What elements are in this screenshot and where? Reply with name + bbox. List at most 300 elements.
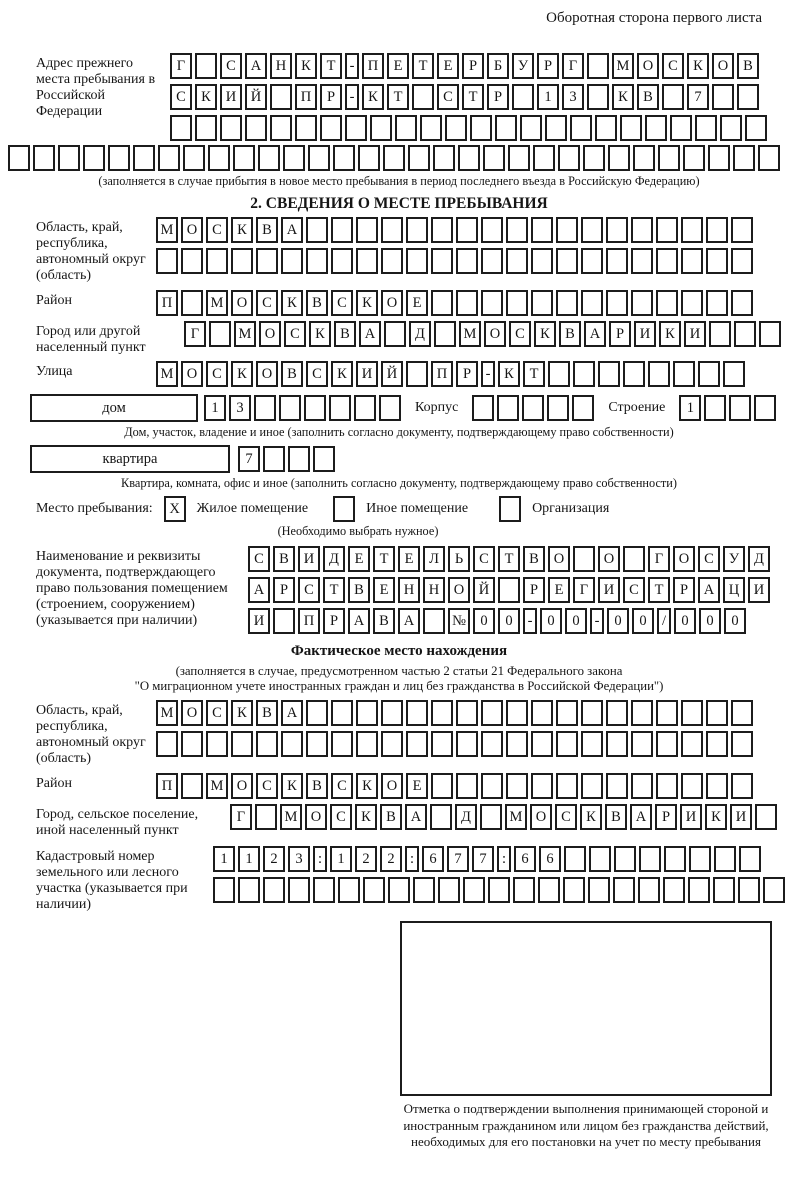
char-cell[interactable]: [522, 395, 544, 421]
char-cell[interactable]: [731, 248, 753, 274]
char-cell[interactable]: [395, 115, 417, 141]
char-cell[interactable]: С: [623, 577, 645, 603]
char-cell[interactable]: [133, 145, 155, 171]
char-cell[interactable]: [258, 145, 280, 171]
char-cell[interactable]: [733, 145, 755, 171]
char-cell[interactable]: [381, 248, 403, 274]
char-cell[interactable]: [431, 217, 453, 243]
char-cell[interactable]: [195, 115, 217, 141]
char-cell[interactable]: [430, 804, 452, 830]
char-cell[interactable]: О: [484, 321, 506, 347]
char-cell[interactable]: [195, 53, 217, 79]
char-cell[interactable]: П: [298, 608, 320, 634]
char-cell[interactable]: [431, 731, 453, 757]
char-cell[interactable]: [306, 700, 328, 726]
char-cell[interactable]: 2: [263, 846, 285, 872]
char-cell[interactable]: 0: [473, 608, 495, 634]
char-cell[interactable]: К: [331, 361, 353, 387]
char-cell[interactable]: Т: [320, 53, 342, 79]
char-cell[interactable]: [556, 290, 578, 316]
char-cell[interactable]: 0: [565, 608, 587, 634]
char-cell[interactable]: -: [590, 608, 604, 634]
char-cell[interactable]: [108, 145, 130, 171]
char-cell[interactable]: И: [356, 361, 378, 387]
char-cell[interactable]: 0: [632, 608, 654, 634]
char-cell[interactable]: Т: [323, 577, 345, 603]
char-cell[interactable]: С: [206, 361, 228, 387]
char-cell[interactable]: [595, 115, 617, 141]
char-cell[interactable]: А: [698, 577, 720, 603]
char-cell[interactable]: [306, 731, 328, 757]
char-cell[interactable]: [548, 361, 570, 387]
char-cell[interactable]: Р: [323, 608, 345, 634]
char-cell[interactable]: А: [281, 217, 303, 243]
char-cell[interactable]: О: [181, 361, 203, 387]
char-cell[interactable]: Р: [273, 577, 295, 603]
char-cell[interactable]: Д: [409, 321, 431, 347]
char-cell[interactable]: П: [431, 361, 453, 387]
char-cell[interactable]: М: [206, 290, 228, 316]
char-cell[interactable]: 0: [540, 608, 562, 634]
char-cell[interactable]: [463, 877, 485, 903]
char-cell[interactable]: 6: [422, 846, 444, 872]
char-cell[interactable]: [354, 395, 376, 421]
char-cell[interactable]: А: [398, 608, 420, 634]
char-cell[interactable]: И: [748, 577, 770, 603]
char-cell[interactable]: В: [380, 804, 402, 830]
char-cell[interactable]: [456, 731, 478, 757]
char-cell[interactable]: К: [362, 84, 384, 110]
char-cell[interactable]: [220, 115, 242, 141]
char-cell[interactable]: [706, 248, 728, 274]
char-cell[interactable]: [488, 877, 510, 903]
char-cell[interactable]: [83, 145, 105, 171]
char-cell[interactable]: [623, 361, 645, 387]
char-cell[interactable]: Р: [655, 804, 677, 830]
char-cell[interactable]: [238, 877, 260, 903]
char-cell[interactable]: [329, 395, 351, 421]
char-cell[interactable]: [270, 115, 292, 141]
char-cell[interactable]: -: [481, 361, 495, 387]
char-cell[interactable]: Т: [373, 546, 395, 572]
char-cell[interactable]: [581, 731, 603, 757]
char-cell[interactable]: [581, 217, 603, 243]
char-cell[interactable]: [759, 321, 781, 347]
char-cell[interactable]: [531, 290, 553, 316]
char-cell[interactable]: [406, 731, 428, 757]
char-cell[interactable]: :: [405, 846, 419, 872]
char-cell[interactable]: [356, 248, 378, 274]
char-cell[interactable]: [556, 731, 578, 757]
char-cell[interactable]: 1: [238, 846, 260, 872]
char-cell[interactable]: [506, 290, 528, 316]
char-cell[interactable]: [570, 115, 592, 141]
stay-option-other-checkbox[interactable]: [333, 496, 355, 522]
char-cell[interactable]: С: [473, 546, 495, 572]
char-cell[interactable]: К: [309, 321, 331, 347]
char-cell[interactable]: К: [687, 53, 709, 79]
char-cell[interactable]: [170, 115, 192, 141]
char-cell[interactable]: [754, 395, 776, 421]
char-cell[interactable]: 0: [674, 608, 696, 634]
char-cell[interactable]: [255, 804, 277, 830]
char-cell[interactable]: 3: [562, 84, 584, 110]
char-cell[interactable]: [281, 248, 303, 274]
char-cell[interactable]: Е: [373, 577, 395, 603]
char-cell[interactable]: [631, 773, 653, 799]
char-cell[interactable]: И: [598, 577, 620, 603]
char-cell[interactable]: Р: [456, 361, 478, 387]
char-cell[interactable]: [158, 145, 180, 171]
char-cell[interactable]: О: [448, 577, 470, 603]
char-cell[interactable]: [506, 773, 528, 799]
char-cell[interactable]: [431, 248, 453, 274]
char-cell[interactable]: [456, 217, 478, 243]
char-cell[interactable]: А: [630, 804, 652, 830]
char-cell[interactable]: О: [530, 804, 552, 830]
char-cell[interactable]: [531, 248, 553, 274]
char-cell[interactable]: [663, 877, 685, 903]
char-cell[interactable]: [564, 846, 586, 872]
char-cell[interactable]: /: [657, 608, 671, 634]
char-cell[interactable]: [206, 248, 228, 274]
char-cell[interactable]: [358, 145, 380, 171]
char-cell[interactable]: О: [231, 773, 253, 799]
char-cell[interactable]: [406, 248, 428, 274]
char-cell[interactable]: [345, 115, 367, 141]
char-cell[interactable]: К: [534, 321, 556, 347]
char-cell[interactable]: [556, 700, 578, 726]
char-cell[interactable]: В: [348, 577, 370, 603]
char-cell[interactable]: [483, 145, 505, 171]
char-cell[interactable]: [673, 361, 695, 387]
char-cell[interactable]: [706, 217, 728, 243]
char-cell[interactable]: [58, 145, 80, 171]
char-cell[interactable]: О: [381, 290, 403, 316]
char-cell[interactable]: Й: [473, 577, 495, 603]
char-cell[interactable]: [723, 361, 745, 387]
char-cell[interactable]: [434, 321, 456, 347]
char-cell[interactable]: 7: [447, 846, 469, 872]
char-cell[interactable]: [639, 846, 661, 872]
char-cell[interactable]: 6: [539, 846, 561, 872]
char-cell[interactable]: [658, 145, 680, 171]
char-cell[interactable]: Г: [573, 577, 595, 603]
char-cell[interactable]: С: [331, 773, 353, 799]
char-cell[interactable]: [581, 290, 603, 316]
char-cell[interactable]: А: [348, 608, 370, 634]
char-cell[interactable]: Б: [487, 53, 509, 79]
char-cell[interactable]: [714, 846, 736, 872]
char-cell[interactable]: [245, 115, 267, 141]
char-cell[interactable]: Г: [184, 321, 206, 347]
char-cell[interactable]: Г: [230, 804, 252, 830]
char-cell[interactable]: [681, 290, 703, 316]
char-cell[interactable]: Р: [523, 577, 545, 603]
char-cell[interactable]: С: [284, 321, 306, 347]
char-cell[interactable]: В: [373, 608, 395, 634]
char-cell[interactable]: [712, 84, 734, 110]
char-cell[interactable]: Т: [387, 84, 409, 110]
char-cell[interactable]: К: [580, 804, 602, 830]
char-cell[interactable]: [606, 773, 628, 799]
char-cell[interactable]: [456, 773, 478, 799]
char-cell[interactable]: С: [330, 804, 352, 830]
char-cell[interactable]: [273, 608, 295, 634]
char-cell[interactable]: [656, 700, 678, 726]
char-cell[interactable]: [431, 700, 453, 726]
char-cell[interactable]: [608, 145, 630, 171]
char-cell[interactable]: [520, 115, 542, 141]
char-cell[interactable]: О: [256, 361, 278, 387]
char-cell[interactable]: [331, 731, 353, 757]
char-cell[interactable]: [656, 217, 678, 243]
char-cell[interactable]: [531, 731, 553, 757]
char-cell[interactable]: [731, 773, 753, 799]
char-cell[interactable]: 3: [288, 846, 310, 872]
char-cell[interactable]: [356, 731, 378, 757]
char-cell[interactable]: -: [345, 84, 359, 110]
char-cell[interactable]: [739, 846, 761, 872]
char-cell[interactable]: [356, 217, 378, 243]
char-cell[interactable]: [481, 700, 503, 726]
char-cell[interactable]: В: [559, 321, 581, 347]
char-cell[interactable]: [573, 546, 595, 572]
char-cell[interactable]: [573, 361, 595, 387]
char-cell[interactable]: [656, 290, 678, 316]
char-cell[interactable]: Т: [648, 577, 670, 603]
char-cell[interactable]: Р: [673, 577, 695, 603]
char-cell[interactable]: [233, 145, 255, 171]
char-cell[interactable]: [656, 248, 678, 274]
char-cell[interactable]: 7: [687, 84, 709, 110]
char-cell[interactable]: -: [345, 53, 359, 79]
char-cell[interactable]: [506, 248, 528, 274]
char-cell[interactable]: В: [256, 700, 278, 726]
char-cell[interactable]: [433, 145, 455, 171]
char-cell[interactable]: К: [231, 361, 253, 387]
char-cell[interactable]: [547, 395, 569, 421]
char-cell[interactable]: [8, 145, 30, 171]
char-cell[interactable]: [412, 84, 434, 110]
char-cell[interactable]: [556, 217, 578, 243]
char-cell[interactable]: [263, 446, 285, 472]
char-cell[interactable]: [498, 577, 520, 603]
char-cell[interactable]: П: [156, 773, 178, 799]
char-cell[interactable]: [470, 115, 492, 141]
char-cell[interactable]: Д: [748, 546, 770, 572]
char-cell[interactable]: [606, 290, 628, 316]
char-cell[interactable]: [598, 361, 620, 387]
char-cell[interactable]: П: [156, 290, 178, 316]
char-cell[interactable]: [423, 608, 445, 634]
char-cell[interactable]: [763, 877, 785, 903]
char-cell[interactable]: О: [231, 290, 253, 316]
char-cell[interactable]: [213, 877, 235, 903]
char-cell[interactable]: К: [281, 290, 303, 316]
char-cell[interactable]: [745, 115, 767, 141]
char-cell[interactable]: [481, 248, 503, 274]
char-cell[interactable]: 0: [699, 608, 721, 634]
char-cell[interactable]: Н: [423, 577, 445, 603]
char-cell[interactable]: [231, 731, 253, 757]
char-cell[interactable]: 0: [607, 608, 629, 634]
char-cell[interactable]: [656, 731, 678, 757]
char-cell[interactable]: Т: [498, 546, 520, 572]
char-cell[interactable]: О: [548, 546, 570, 572]
char-cell[interactable]: Е: [437, 53, 459, 79]
char-cell[interactable]: [613, 877, 635, 903]
char-cell[interactable]: Т: [523, 361, 545, 387]
char-cell[interactable]: [406, 217, 428, 243]
char-cell[interactable]: С: [220, 53, 242, 79]
char-cell[interactable]: О: [181, 217, 203, 243]
char-cell[interactable]: А: [281, 700, 303, 726]
char-cell[interactable]: К: [612, 84, 634, 110]
char-cell[interactable]: [181, 731, 203, 757]
char-cell[interactable]: [508, 145, 530, 171]
char-cell[interactable]: [606, 248, 628, 274]
char-cell[interactable]: [656, 773, 678, 799]
char-cell[interactable]: [731, 700, 753, 726]
char-cell[interactable]: [431, 290, 453, 316]
char-cell[interactable]: [456, 248, 478, 274]
char-cell[interactable]: [383, 145, 405, 171]
char-cell[interactable]: [181, 248, 203, 274]
char-cell[interactable]: [283, 145, 305, 171]
char-cell[interactable]: [572, 395, 594, 421]
char-cell[interactable]: [206, 731, 228, 757]
char-cell[interactable]: [670, 115, 692, 141]
char-cell[interactable]: [681, 700, 703, 726]
char-cell[interactable]: [413, 877, 435, 903]
char-cell[interactable]: [406, 361, 428, 387]
stay-option-residential-checkbox[interactable]: X: [164, 496, 186, 522]
char-cell[interactable]: [481, 731, 503, 757]
char-cell[interactable]: [545, 115, 567, 141]
char-cell[interactable]: [388, 877, 410, 903]
char-cell[interactable]: О: [259, 321, 281, 347]
char-cell[interactable]: [731, 217, 753, 243]
char-cell[interactable]: Н: [270, 53, 292, 79]
char-cell[interactable]: 1: [204, 395, 226, 421]
char-cell[interactable]: С: [509, 321, 531, 347]
char-cell[interactable]: [381, 700, 403, 726]
char-cell[interactable]: Е: [406, 773, 428, 799]
char-cell[interactable]: С: [256, 290, 278, 316]
char-cell[interactable]: М: [156, 700, 178, 726]
char-cell[interactable]: [581, 248, 603, 274]
char-cell[interactable]: 2: [380, 846, 402, 872]
char-cell[interactable]: П: [362, 53, 384, 79]
char-cell[interactable]: [481, 773, 503, 799]
char-cell[interactable]: С: [437, 84, 459, 110]
char-cell[interactable]: [313, 446, 335, 472]
char-cell[interactable]: [631, 731, 653, 757]
char-cell[interactable]: С: [298, 577, 320, 603]
char-cell[interactable]: В: [605, 804, 627, 830]
char-cell[interactable]: [620, 115, 642, 141]
char-cell[interactable]: И: [248, 608, 270, 634]
char-cell[interactable]: Л: [423, 546, 445, 572]
char-cell[interactable]: [758, 145, 780, 171]
char-cell[interactable]: У: [723, 546, 745, 572]
char-cell[interactable]: [606, 217, 628, 243]
char-cell[interactable]: [681, 731, 703, 757]
char-cell[interactable]: [645, 115, 667, 141]
char-cell[interactable]: Т: [462, 84, 484, 110]
char-cell[interactable]: [720, 115, 742, 141]
char-cell[interactable]: У: [512, 53, 534, 79]
char-cell[interactable]: О: [712, 53, 734, 79]
char-cell[interactable]: [709, 321, 731, 347]
char-cell[interactable]: [306, 248, 328, 274]
char-cell[interactable]: [231, 248, 253, 274]
char-cell[interactable]: М: [505, 804, 527, 830]
char-cell[interactable]: А: [245, 53, 267, 79]
char-cell[interactable]: 7: [472, 846, 494, 872]
char-cell[interactable]: [506, 731, 528, 757]
char-cell[interactable]: [363, 877, 385, 903]
char-cell[interactable]: [304, 395, 326, 421]
char-cell[interactable]: [738, 877, 760, 903]
char-cell[interactable]: [209, 321, 231, 347]
char-cell[interactable]: [308, 145, 330, 171]
char-cell[interactable]: [729, 395, 751, 421]
char-cell[interactable]: И: [684, 321, 706, 347]
char-cell[interactable]: 2: [355, 846, 377, 872]
char-cell[interactable]: [698, 361, 720, 387]
char-cell[interactable]: [558, 145, 580, 171]
char-cell[interactable]: Р: [487, 84, 509, 110]
char-cell[interactable]: О: [637, 53, 659, 79]
char-cell[interactable]: А: [405, 804, 427, 830]
char-cell[interactable]: [583, 145, 605, 171]
char-cell[interactable]: К: [705, 804, 727, 830]
char-cell[interactable]: [281, 731, 303, 757]
char-cell[interactable]: [683, 145, 705, 171]
char-cell[interactable]: [588, 877, 610, 903]
char-cell[interactable]: А: [248, 577, 270, 603]
char-cell[interactable]: №: [448, 608, 470, 634]
char-cell[interactable]: [606, 700, 628, 726]
char-cell[interactable]: [256, 731, 278, 757]
char-cell[interactable]: Т: [412, 53, 434, 79]
char-cell[interactable]: [689, 846, 711, 872]
char-cell[interactable]: [704, 395, 726, 421]
char-cell[interactable]: [538, 877, 560, 903]
char-cell[interactable]: В: [306, 773, 328, 799]
char-cell[interactable]: [706, 700, 728, 726]
char-cell[interactable]: [356, 700, 378, 726]
char-cell[interactable]: [497, 395, 519, 421]
char-cell[interactable]: К: [355, 804, 377, 830]
char-cell[interactable]: С: [555, 804, 577, 830]
char-cell[interactable]: :: [497, 846, 511, 872]
char-cell[interactable]: Р: [609, 321, 631, 347]
char-cell[interactable]: 0: [498, 608, 520, 634]
char-cell[interactable]: 1: [537, 84, 559, 110]
char-cell[interactable]: [688, 877, 710, 903]
char-cell[interactable]: [556, 248, 578, 274]
char-cell[interactable]: [531, 773, 553, 799]
char-cell[interactable]: А: [359, 321, 381, 347]
char-cell[interactable]: [431, 773, 453, 799]
char-cell[interactable]: К: [356, 773, 378, 799]
char-cell[interactable]: В: [281, 361, 303, 387]
char-cell[interactable]: [563, 877, 585, 903]
char-cell[interactable]: И: [298, 546, 320, 572]
